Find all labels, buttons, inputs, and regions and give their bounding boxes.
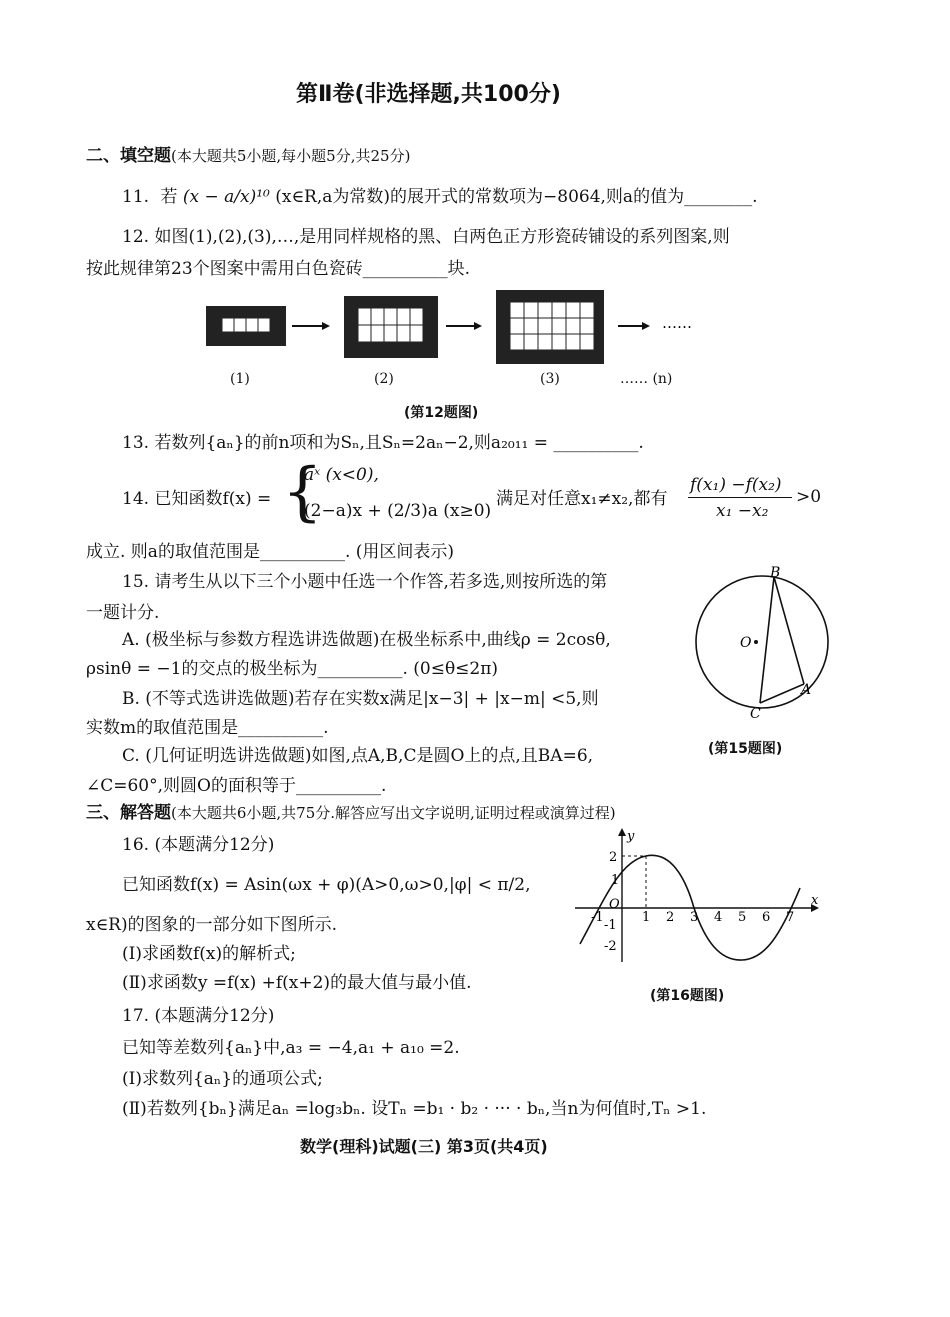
q17-line4: (Ⅱ)若数列{bₙ}满足aₙ =log₃bₙ. 设Tₙ =b₁ · b₂ · ··· · bₙ,当n为何值时,Tₙ >1.	[122, 1099, 707, 1119]
q11-post: (x∈R,a为常数)的展开式的常数项为−8064,则a的值为________.	[275, 187, 758, 207]
q12-label-2: (2)	[374, 371, 394, 387]
q14-mid: 满足对任意x₁≠x₂,都有	[496, 489, 668, 509]
section-heading-note: (本大题共5小题,每小题5分,共25分)	[171, 147, 411, 165]
q12-label-3: (3)	[540, 371, 560, 387]
q12-ellipsis: ……	[662, 314, 692, 332]
axis-label-y: y	[627, 829, 635, 844]
question-12-line2: 按此规律第23个图案中需用白色瓷砖__________块.	[86, 259, 471, 279]
section3-heading-note: (本大题共6小题,共75分.解答应写出文字说明,证明过程或演算过程)	[171, 804, 616, 822]
y-tick-neg2: -2	[604, 939, 617, 954]
q11-pre: 若	[160, 187, 178, 207]
q12-arrowhead-1	[322, 322, 330, 330]
q11-number: 11.	[122, 187, 150, 207]
q14-case-2: (2−a)x + (2/3)a (x≥0)	[304, 501, 492, 521]
page-title: 第Ⅱ卷(非选择题,共100分)	[296, 82, 561, 107]
q16-line2: 已知函数f(x) = Asin(ωx + φ)(A>0,ω>0,|φ| < π/2,	[122, 875, 531, 895]
section-heading-label: 二、填空题	[86, 146, 171, 166]
q17-line3: (Ⅰ)求数列{aₙ}的通项公式;	[122, 1069, 323, 1089]
q17-line1: 17. (本题满分12分)	[122, 1006, 275, 1026]
q17-line2: 已知等差数列{aₙ}中,a₃ = −4,a₁ + a₁₀ =2.	[122, 1038, 460, 1058]
q12-pattern-1	[206, 306, 286, 346]
q14-fraction-numerator: f(x₁) −f(x₂)	[690, 475, 782, 495]
question-12-line1: 12. 如图(1),(2),(3),…,是用同样规格的黑、白两色正方形瓷砖铺设的系列图案,则	[122, 227, 730, 247]
q15-line2: 一题计分.	[86, 603, 160, 623]
q14-fraction-bar	[688, 497, 792, 498]
q15-a-line2: ρsinθ = −1的交点的极坐标为__________. (0≤θ≤2π)	[86, 659, 499, 679]
q15-c-line1: C. (几何证明选讲选做题)如图,点A,B,C是圆O上的点,且BA=6,	[122, 746, 594, 766]
axis-label-x: x	[811, 893, 819, 908]
page-footer: 数学(理科)试题(三) 第3页(共4页)	[300, 1137, 548, 1156]
q15-c-line2: ∠C=60°,则圆O的面积等于__________.	[86, 776, 387, 796]
question-11	[122, 186, 757, 208]
origin-label: O	[609, 897, 620, 912]
q15-b-line1: B. (不等式选讲选做题)若存在实数x满足|x−3| + |x−m| <5,则	[122, 689, 599, 709]
q14-tail: >0	[796, 487, 822, 507]
point-label-b: B	[770, 566, 781, 581]
x-tick-1: 1	[642, 910, 651, 925]
x-tick-2: 2	[666, 910, 675, 925]
q16-line3: x∈R)的图象的一部分如下图所示.	[86, 915, 338, 935]
section3-heading-label: 三、解答题	[86, 803, 171, 823]
q12-tile-figure	[200, 290, 720, 370]
q15-b-line2: 实数m的取值范围是__________.	[86, 718, 329, 738]
question-13: 13. 若数列{aₙ}的前n项和为Sₙ,且Sₙ=2aₙ−2,则a₂₀₁₁ = __________.	[122, 433, 644, 453]
q11-expression: (x − a/x)¹⁰	[182, 187, 270, 207]
q16-line1: 16. (本题满分12分)	[122, 835, 275, 855]
x-tick-5: 5	[738, 910, 747, 925]
q14-line2: 成立. 则a的取值范围是__________. (用区间表示)	[86, 542, 455, 562]
chord-ba	[774, 577, 804, 684]
point-label-c: C	[750, 706, 761, 722]
q16-line5: (Ⅱ)求函数y =f(x) +f(x+2)的最大值与最小值.	[122, 973, 472, 993]
q12-pattern-2	[344, 296, 438, 358]
q14-case-1: aˣ (x<0),	[304, 465, 379, 485]
q14-fraction-denominator: x₁ −x₂	[716, 501, 769, 521]
q16-line4: (Ⅰ)求函数f(x)的解析式;	[122, 944, 296, 964]
y-tick-1: 1	[611, 873, 620, 888]
center-point	[754, 640, 758, 644]
q16-caption: (第16题图)	[650, 988, 725, 1004]
y-tick-2: 2	[609, 850, 618, 865]
x-tick-neg1: -1	[591, 910, 604, 925]
q15-circle-figure	[680, 566, 850, 736]
section-heading-solutions	[86, 802, 616, 824]
x-tick-3: 3	[690, 910, 699, 925]
q12-arrowhead-2	[474, 322, 482, 330]
q15-line1: 15. 请考生从以下三个小题中任选一个作答,若多选,则按所选的第	[122, 572, 608, 592]
chord-bc	[760, 577, 774, 703]
q12-pattern-3	[496, 290, 604, 364]
chord-ca	[760, 684, 804, 703]
q12-caption: (第12题图)	[404, 405, 479, 421]
q12-label-n: …… (n)	[620, 371, 673, 387]
q12-label-1: (1)	[230, 371, 250, 387]
x-tick-6: 6	[762, 910, 771, 925]
y-axis-arrow	[618, 828, 626, 836]
q15-caption: (第15题图)	[708, 741, 783, 757]
q16-sine-graph	[575, 826, 825, 966]
q14-brace: {	[282, 455, 323, 529]
point-label-o: O	[740, 635, 752, 651]
x-tick-7: 7	[786, 910, 795, 925]
point-label-a: A	[801, 682, 812, 698]
q12-arrowhead-3	[642, 322, 650, 330]
section-heading-fill-in	[86, 145, 410, 167]
q14-pre: 14. 已知函数f(x) =	[122, 489, 272, 509]
q15-a-line1: A. (极坐标与参数方程选讲选做题)在极坐标系中,曲线ρ = 2cosθ,	[122, 630, 611, 650]
y-tick-neg1: -1	[604, 918, 617, 933]
x-tick-4: 4	[714, 910, 723, 925]
